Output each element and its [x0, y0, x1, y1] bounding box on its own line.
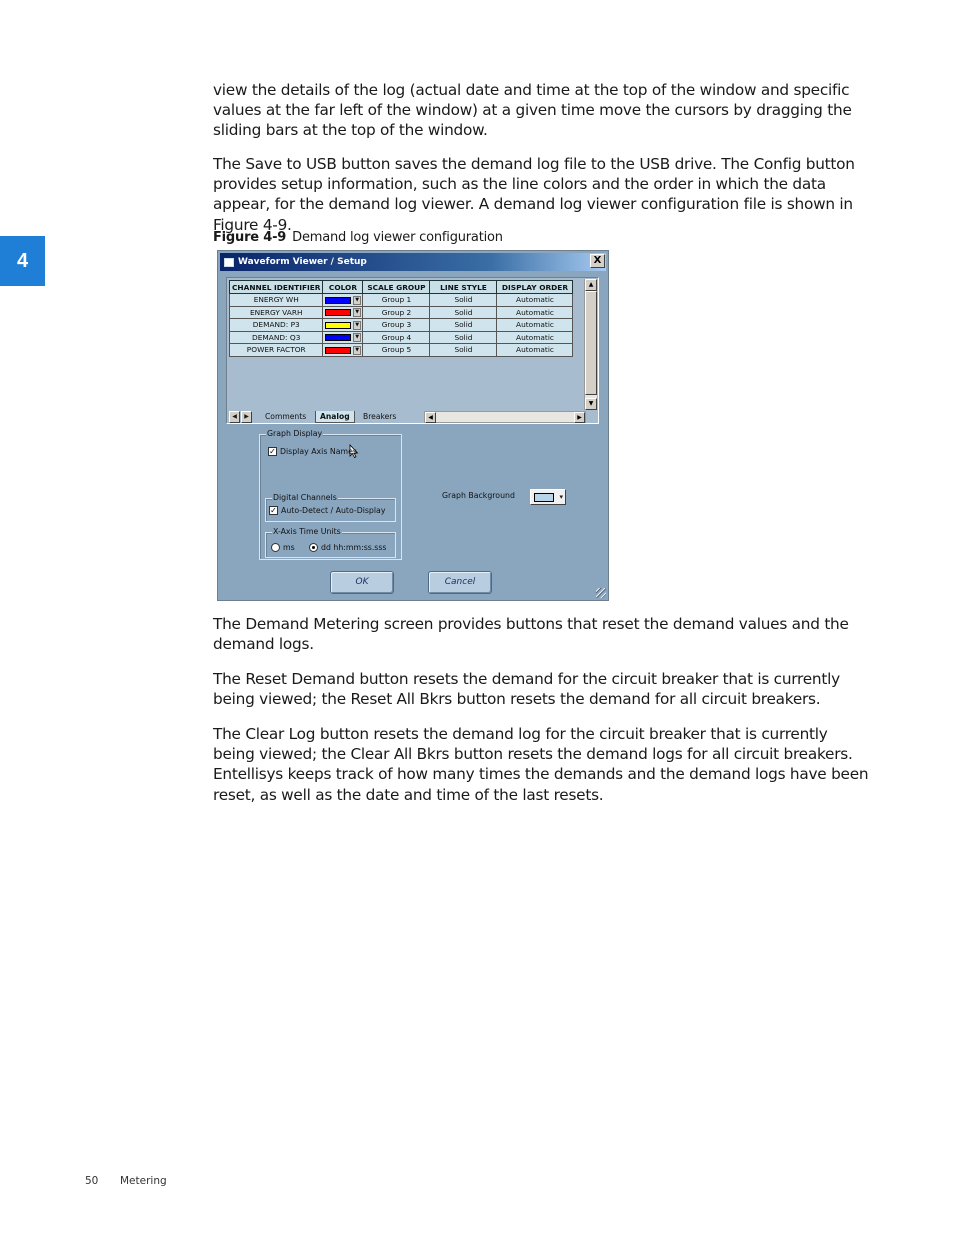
paragraph-reset-demand: The Reset Demand button resets the demand for the circuit breaker that is currently being viewed; the Reset All Bkrs button resets the demand for all circuit breakers.	[213, 670, 840, 709]
page-number: 50	[85, 1175, 99, 1187]
scroll-right-icon[interactable]: ▶	[574, 412, 585, 423]
display-order-cell: Automatic	[497, 294, 573, 307]
dialog-title: Waveform Viewer / Setup	[238, 257, 367, 267]
display-order-cell: Automatic	[497, 306, 573, 319]
scale-group-cell: Group 1	[363, 294, 430, 307]
channel-cell: ENERGY VARH	[230, 306, 323, 319]
color-swatch	[325, 309, 351, 316]
sheet-tabs	[229, 411, 586, 423]
paragraph-log-details: view the details of the log (actual date and time at the top of the window and specific values at the far left of the window) at a given time move the cursors by dragging the sliding bars at the top of the window.	[213, 81, 852, 140]
vertical-scrollbar[interactable]	[584, 279, 597, 410]
color-swatch	[325, 322, 351, 329]
graph-background-picker[interactable]	[530, 489, 566, 505]
table-row[interactable]	[230, 306, 573, 319]
radio-ms[interactable]	[271, 543, 295, 552]
window-icon	[224, 258, 234, 267]
color-swatch	[325, 334, 351, 341]
scroll-thumb[interactable]	[585, 291, 597, 395]
scroll-down-icon[interactable]: ▼	[585, 398, 597, 410]
scale-group-cell: Group 5	[363, 344, 430, 357]
color-cell[interactable]	[323, 344, 363, 357]
x-axis-time-units-group	[265, 527, 396, 558]
tab-breakers[interactable]: Breakers	[363, 412, 397, 421]
line-style-cell: Solid	[430, 331, 497, 344]
graph-background-label: Graph Background	[442, 491, 515, 500]
color-cell[interactable]	[323, 319, 363, 332]
dialog-titlebar[interactable]	[220, 253, 606, 271]
ok-button[interactable]: OK	[330, 571, 394, 594]
display-axis-names-label: Display Axis Names	[280, 447, 357, 456]
channel-cell: POWER FACTOR	[230, 344, 323, 357]
radio-dd-hh-mm-ss[interactable]	[309, 543, 387, 552]
channel-cell: DEMAND: P3	[230, 319, 323, 332]
paragraph-demand-metering: The Demand Metering screen provides buttons that reset the demand values and the demand logs.	[213, 615, 849, 654]
color-cell[interactable]	[323, 306, 363, 319]
radio-dd-label: dd hh:mm:ss.sss	[321, 543, 387, 552]
display-axis-names-checkbox[interactable]	[268, 447, 357, 456]
line-style-cell: Solid	[430, 306, 497, 319]
checkmark-icon: ✓	[270, 506, 277, 515]
waveform-viewer-setup-dialog	[217, 250, 609, 601]
tab-next-icon[interactable]: ▶	[241, 411, 252, 423]
display-order-cell: Automatic	[497, 331, 573, 344]
chapter-tab: 4	[0, 236, 45, 286]
dropdown-arrow-icon: ▾	[559, 493, 563, 501]
scale-group-cell: Group 4	[363, 331, 430, 344]
color-swatch	[325, 297, 351, 304]
table-row[interactable]	[230, 294, 573, 307]
dropdown-arrow-icon[interactable]: ▼	[353, 333, 361, 342]
figure-number: Figure 4-9	[213, 230, 287, 245]
channel-grid-area	[226, 277, 599, 424]
checkmark-icon: ✓	[269, 447, 276, 456]
digital-channels-label: Digital Channels	[273, 493, 337, 502]
channel-cell: ENERGY WH	[230, 294, 323, 307]
tab-comments[interactable]: Comments	[265, 412, 307, 421]
dropdown-arrow-icon[interactable]: ▼	[353, 346, 361, 355]
tab-analog[interactable]: Analog	[315, 411, 355, 423]
scroll-left-icon[interactable]: ◀	[425, 412, 436, 423]
paragraph-clear-log: The Clear Log button resets the demand log for the circuit breaker that is currently being viewed; the Clear All Bkrs button resets the demand logs for all circuit breakers. Entellisys keeps track of how many times the demands and the demand logs have been reset, as well as the date and time of the last resets.	[213, 725, 869, 804]
graph-display-label: Graph Display	[267, 429, 323, 438]
color-cell[interactable]	[323, 331, 363, 344]
channel-cell: DEMAND: Q3	[230, 331, 323, 344]
channel-table	[229, 280, 573, 357]
dropdown-arrow-icon[interactable]: ▼	[353, 321, 361, 330]
scale-group-cell: Group 2	[363, 306, 430, 319]
resize-grip-icon[interactable]	[596, 588, 606, 598]
column-header-scale-group: SCALE GROUP	[363, 281, 430, 294]
close-button[interactable]: X	[590, 254, 605, 268]
graph-display-group	[259, 429, 402, 560]
figure-caption-text: Demand log viewer configuration	[292, 230, 503, 245]
paragraph-save-config: The Save to USB button saves the demand log file to the USB drive. The Config button provides setup information, such as the line colors and the order in which the data appear, for the demand log viewer. A demand log viewer configuration file is shown in Figure 4-9.	[213, 155, 855, 234]
table-row[interactable]	[230, 344, 573, 357]
dropdown-arrow-icon[interactable]: ▼	[353, 296, 361, 305]
scale-group-cell: Group 3	[363, 319, 430, 332]
display-order-cell: Automatic	[497, 344, 573, 357]
tab-prev-icon[interactable]: ◀	[229, 411, 240, 423]
x-axis-time-units-label: X-Axis Time Units	[273, 527, 341, 536]
radio-on-icon	[309, 543, 318, 552]
color-cell[interactable]	[323, 294, 363, 307]
horizontal-scrollbar[interactable]	[424, 411, 586, 423]
line-style-cell: Solid	[430, 319, 497, 332]
radio-ms-label: ms	[283, 543, 295, 552]
dropdown-arrow-icon[interactable]: ▼	[353, 308, 361, 317]
table-header-row	[230, 281, 573, 294]
auto-detect-label: Auto-Detect / Auto-Display	[281, 506, 386, 515]
color-swatch	[325, 347, 351, 354]
line-style-cell: Solid	[430, 294, 497, 307]
table-row[interactable]	[230, 319, 573, 332]
background-color-swatch	[534, 493, 554, 502]
auto-detect-checkbox[interactable]	[269, 506, 385, 515]
column-header-color: COLOR	[323, 281, 363, 294]
display-order-cell: Automatic	[497, 319, 573, 332]
digital-channels-group	[265, 493, 396, 522]
column-header-display-order: DISPLAY ORDER	[497, 281, 573, 294]
line-style-cell: Solid	[430, 344, 497, 357]
column-header-line-style: LINE STYLE	[430, 281, 497, 294]
figure-caption	[213, 230, 503, 245]
scroll-up-icon[interactable]: ▲	[585, 279, 597, 291]
table-row[interactable]	[230, 331, 573, 344]
radio-off-icon	[271, 543, 280, 552]
footer-section: Metering	[120, 1175, 167, 1187]
column-header-channel: CHANNEL IDENTIFIER	[230, 281, 323, 294]
cancel-button[interactable]: Cancel	[428, 571, 492, 594]
